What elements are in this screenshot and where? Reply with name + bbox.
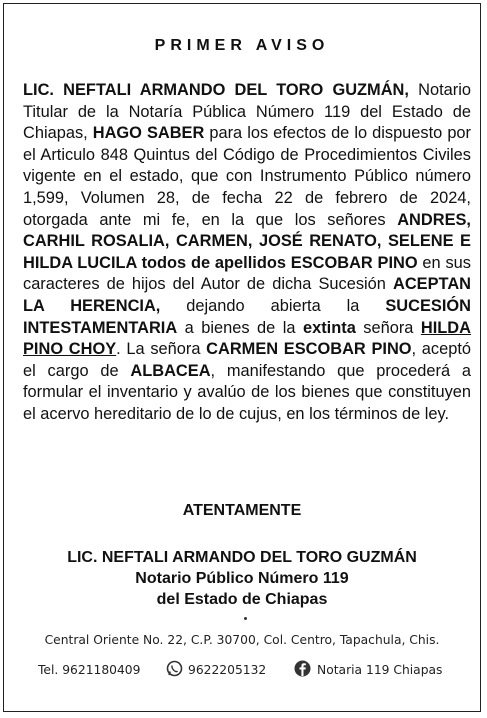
notary-name-lead: LIC. NEFTALI ARMANDO DEL TORO GUZMÁN, [23,81,409,99]
signature-name: LIC. NEFTALI ARMANDO DEL TORO GUZMÁN [67,549,417,566]
signature-role: Notario Público Número 119 [135,570,349,587]
whatsapp-number: 9622205132 [188,663,267,677]
albacea-name: CARMEN ESCOBAR PINO [206,340,412,359]
facebook-icon [294,660,311,677]
facebook-page: Notaria 119 Chiapas [317,663,443,677]
aceptan-herencia: ACEPTAN LA HERENCIA, [23,275,471,315]
notice-body [23,80,471,426]
signature-state: del Estado de Chiapas [156,591,328,608]
signature-block [4,547,480,610]
body-text-6: señora [355,318,421,337]
body-text-5: a bienes de la [177,318,303,337]
notice-frame [3,3,481,712]
heirs-names: ANDRES, CARHIL ROSALIA, CARMEN, JOSÉ RENATO, SELENE E HILDA LUCILA todos de apellidos ESCOBAR PINO [23,210,471,272]
body-text-4: dejando abierta la [160,296,386,315]
albacea-label: ALBACEA [130,361,211,380]
separator-dot [244,617,247,620]
contact-row [38,660,458,682]
address: Central Oriente No. 22, C.P. 30700, Col. Centro, Tapachula, Chis. [44,633,440,647]
body-text-2: para los efectos de lo dispuesto por el Articulo 848 Quintus del Código de Procedimientos Civiles vigente en el estado, que con Instrumento Público número 1,599, Volumen 28, de fecha 22 de febrero de 2024, otorgada ante mi fe, en la que los señores [23,124,472,229]
closing: ATENTAMENTE [182,502,302,519]
body-text-8: , aceptó el cargo de [23,340,471,380]
whatsapp-icon [166,660,183,677]
phone: Tel. 9621180409 [38,663,141,677]
deceased-name: HILDA PINO CHOY [23,318,471,359]
body-text-3: en sus caracteres de hijos del Autor de dicha Sucesión [23,253,471,294]
sucesion-intestamentaria: SUCESIÓN INTESTAMENTARIA [23,296,471,337]
body-text-7: . La señora [116,340,207,359]
extinta: extinta [302,318,356,337]
body-text-9: , manifestando que procederá a formular el inventario y avalúo de los bienes que constituyen el acervo hereditario de lo de cujus, en los términos de ley. [23,361,471,423]
notice-title: PRIMER AVISO [154,37,330,54]
hago-saber: HAGO SABER [92,124,205,143]
body-text-1: Notario Titular de la Notaría Pública Número 119 del Estado de Chiapas, [23,81,471,143]
